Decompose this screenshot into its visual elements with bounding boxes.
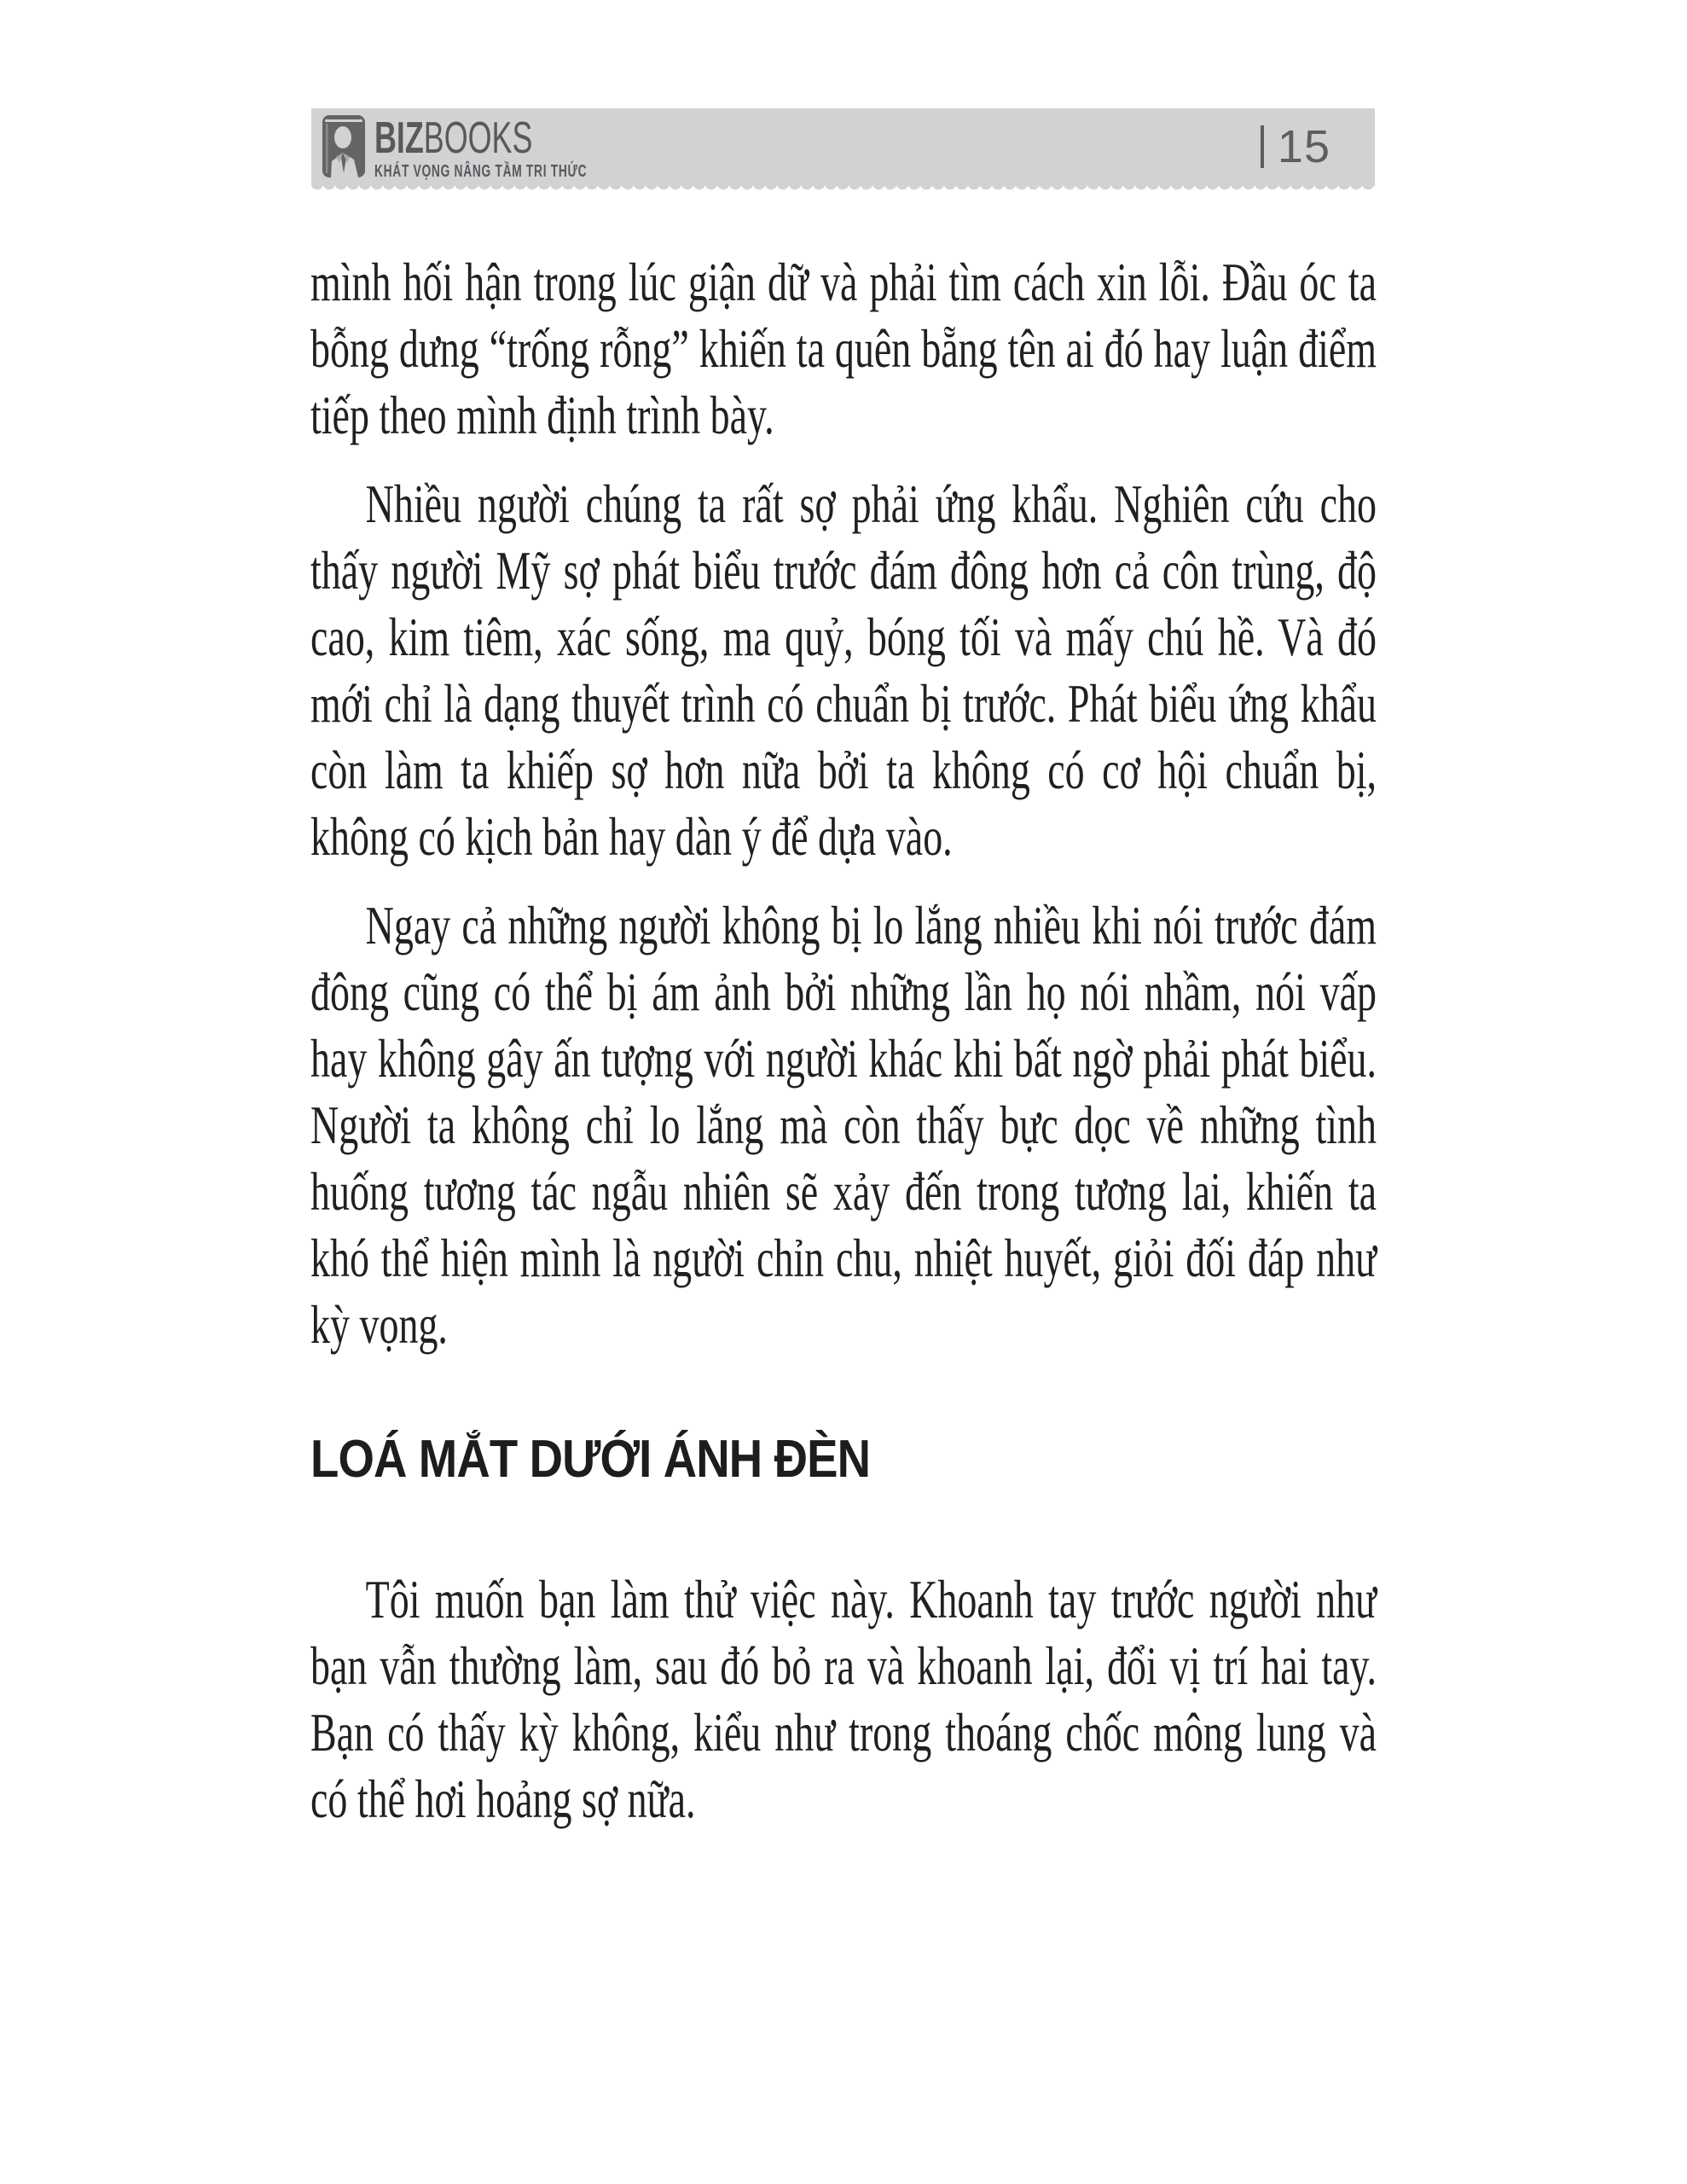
brand-tagline: KHÁT VỌNG NÂNG TẦM TRI THỨC <box>374 162 588 181</box>
paragraph: Nhiều người chúng ta rất sợ phải ứng khẩu. Nghiên cứu cho thấy người Mỹ sợ phát biểu trước đám đông hơn cả côn trùng, độ cao, kim tiêm, xác sống, ma quỷ, bóng tối và mấy chú hề. Và đó mới chỉ là dạng thuyết trình có chuẩn bị trước. Phát biểu ứng khẩu còn làm ta khiếp sợ hơn nữa bởi ta không có cơ hội chuẩn bị, không có kịch bản hay dàn ý để dựa vào. <box>310 473 1377 867</box>
page-header-bar <box>311 108 1375 184</box>
paragraph: Tôi muốn bạn làm thử việc này. Khoanh tay trước người như bạn vẫn thường làm, sau đó bỏ ra và khoanh lại, đổi vị trí hai tay. Bạn có thấy kỳ không, kiểu như trong thoáng chốc mông lung và có thể hơi hoảng sợ nữa. <box>310 1569 1377 1829</box>
section-heading: LOÁ MẮT DƯỚI ÁNH ĐÈN <box>310 1430 871 1489</box>
page-number: 15 <box>1277 120 1330 172</box>
page-body-text <box>310 249 1687 1855</box>
brand-name-books: BOOKS <box>423 113 533 163</box>
paragraph: Ngay cả những người không bị lo lắng nhiều khi nói trước đám đông cũng có thể bị ám ảnh bởi những lần họ nói nhầm, nói vấp hay không gây ấn tượng với người khác khi bất ngờ phải phát biểu. Người ta không chỉ lo lắng mà còn thấy bực dọc về những tình huống tương tác ngẫu nhiên sẽ xảy đến trong tương lai, khiến ta khó thể hiện mình là người chỉn chu, nhiệt huyết, giỏi đối đáp như kỳ vọng. <box>310 895 1377 1355</box>
brand-name-biz: BIZ <box>374 113 424 163</box>
brand-name <box>374 113 587 163</box>
bizbooks-logo-icon <box>322 115 365 177</box>
brand-wordmark <box>374 113 588 181</box>
paragraph: mình hối hận trong lúc giận dữ và phải tìm cách xin lỗi. Đầu óc ta bỗng dưng “trống rỗng” khiến ta quên bẵng tên ai đó hay luận điểm tiếp theo mình định trình bày. <box>310 252 1377 445</box>
page-number-separator <box>1261 125 1264 168</box>
page-number-block <box>1261 108 1330 184</box>
